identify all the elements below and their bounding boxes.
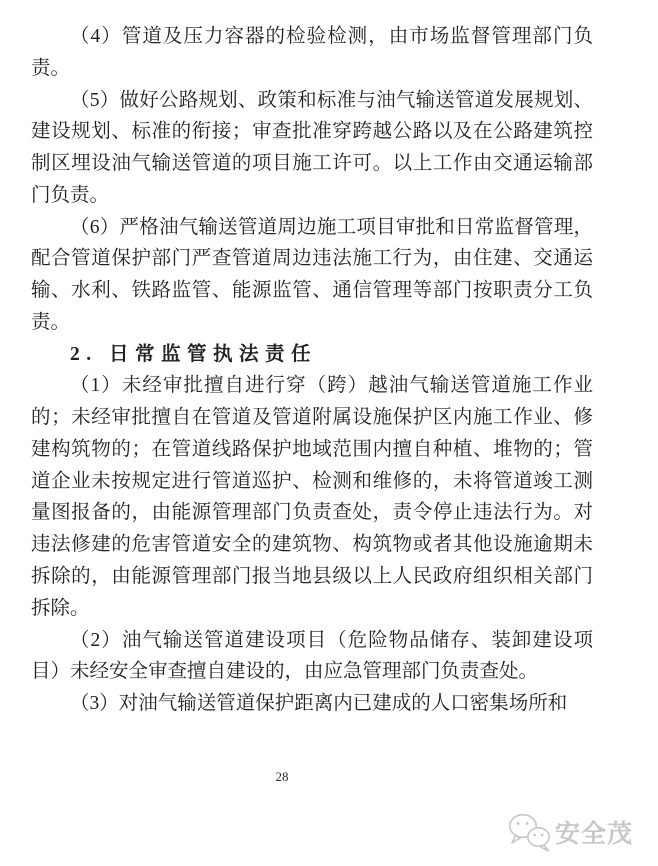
text-line: （2）油气输送管道建设项目（危险物品储存、装卸建设项 [70, 629, 593, 651]
text-line: 拆除的，由能源管理部门报当地县级以上人民政府组织相关部门 [31, 566, 593, 588]
text-line: 责。 [31, 57, 71, 79]
text-line: 违法修建的危害管道安全的建筑物、构筑物或者其他设施逾期未 [31, 534, 593, 556]
text-line: 道企业未按规定进行管道巡护、检测和维修的，未将管道竣工测 [31, 470, 593, 492]
text-line: 责。 [31, 311, 71, 333]
wechat-eye [517, 822, 520, 825]
text-line: 拆除。 [31, 597, 90, 619]
watermark-label: 安全茂 [555, 820, 634, 848]
text-line: 的；未经审批擅自在管道及管道附属设施保护区内施工作业、修 [31, 407, 593, 429]
watermark [506, 811, 633, 853]
text-line: 建设规划、标准的衔接；审查批准穿跨越公路以及在公路建筑控 [31, 121, 593, 143]
text-line: 门负责。 [31, 184, 110, 206]
wechat-eye [541, 834, 544, 837]
text-line: （3）对油气输送管道保护距离内已建成的人口密集场所和 [70, 693, 568, 715]
wechat-icon [506, 811, 552, 853]
text-line: （1）未经审批擅自进行穿（跨）越油气输送管道施工作业 [70, 375, 593, 397]
page-number: 28 [275, 769, 289, 784]
text-line: 量图报备的，由能源管理部门负责查处，责令停止违法行为。对 [31, 502, 593, 524]
text-line: 建构筑物的；在管道线路保护地域范围内擅自种植、堆物的；管 [31, 438, 593, 460]
text-line: 输、水利、铁路监管、能源监管、通信管理等部门按职责分工负 [31, 280, 593, 302]
text-line: （4）管道及压力容器的检验检测，由市场监督管理部门负 [70, 26, 593, 47]
text-line: （6）严格油气输送管道周边施工项目审批和日常监督管理， [70, 216, 593, 238]
text-line: 制区埋设油气输送管道的项目施工许可。以上工作由交通运输部 [31, 153, 593, 175]
text-line: 目）未经安全审查擅自建设的，由应急管理部门负责查处。 [31, 661, 539, 683]
wechat-eye [526, 822, 529, 825]
wechat-eye [534, 834, 537, 837]
text-line: 配合管道保护部门严查管道周边违法施工行为，由住建、交通运 [31, 248, 593, 270]
section-heading: 2. 日常监管执法责任 [70, 343, 318, 365]
text-line: （5）做好公路规划、政策和标准与油气输送管道发展规划、 [70, 89, 593, 111]
document-text [31, 21, 593, 720]
